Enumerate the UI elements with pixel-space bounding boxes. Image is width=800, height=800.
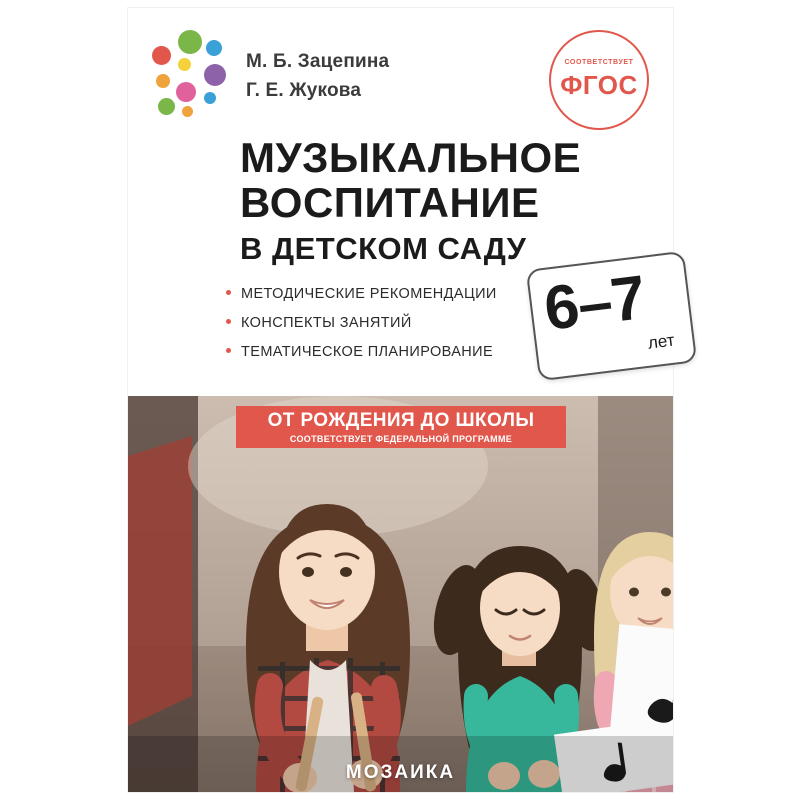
publisher-name: МОЗАИКА (345, 762, 456, 783)
bullet-dot-icon (226, 290, 231, 295)
cover-photo (128, 396, 673, 792)
age-range-value: 6–7 (540, 263, 649, 344)
bullet-dot-icon (226, 319, 231, 324)
list-item-label: ТЕМАТИЧЕСКОЕ ПЛАНИРОВАНИЕ (241, 344, 494, 360)
page-title (240, 136, 660, 267)
author-2: Г. Е. Жукова (246, 79, 362, 101)
book-cover (128, 8, 676, 792)
title-line-1: МУЗЫКАЛЬНОЕ (240, 134, 582, 181)
age-range-badge (526, 251, 697, 382)
fgos-stamp-small-text: СООТВЕТСТВУЕТ (564, 58, 634, 66)
list-item-label: КОНСПЕКТЫ ЗАНЯТИЙ (241, 315, 412, 331)
bullet-dot-icon (226, 348, 231, 353)
authors (246, 48, 496, 105)
publisher-logo-icon (148, 30, 240, 122)
title-line-2: ВОСПИТАНИЕ (240, 178, 540, 226)
series-banner (236, 406, 566, 448)
fgos-stamp-badge (549, 30, 649, 130)
series-subtitle: СООТВЕТСТВУЕТ ФЕДЕРАЛЬНОЙ ПРОГРАММЕ (289, 433, 513, 444)
list-item-label: МЕТОДИЧЕСКИЕ РЕКОМЕНДАЦИИ (241, 286, 497, 302)
author-1: М. Б. Зацепина (246, 51, 390, 72)
series-title: ОТ РОЖДЕНИЯ ДО ШКОЛЫ (267, 409, 535, 431)
fgos-stamp-label: ФГОС (560, 70, 638, 101)
title-line-3: В ДЕТСКОМ САДУ (240, 231, 527, 267)
age-range-unit: лет (646, 330, 676, 353)
